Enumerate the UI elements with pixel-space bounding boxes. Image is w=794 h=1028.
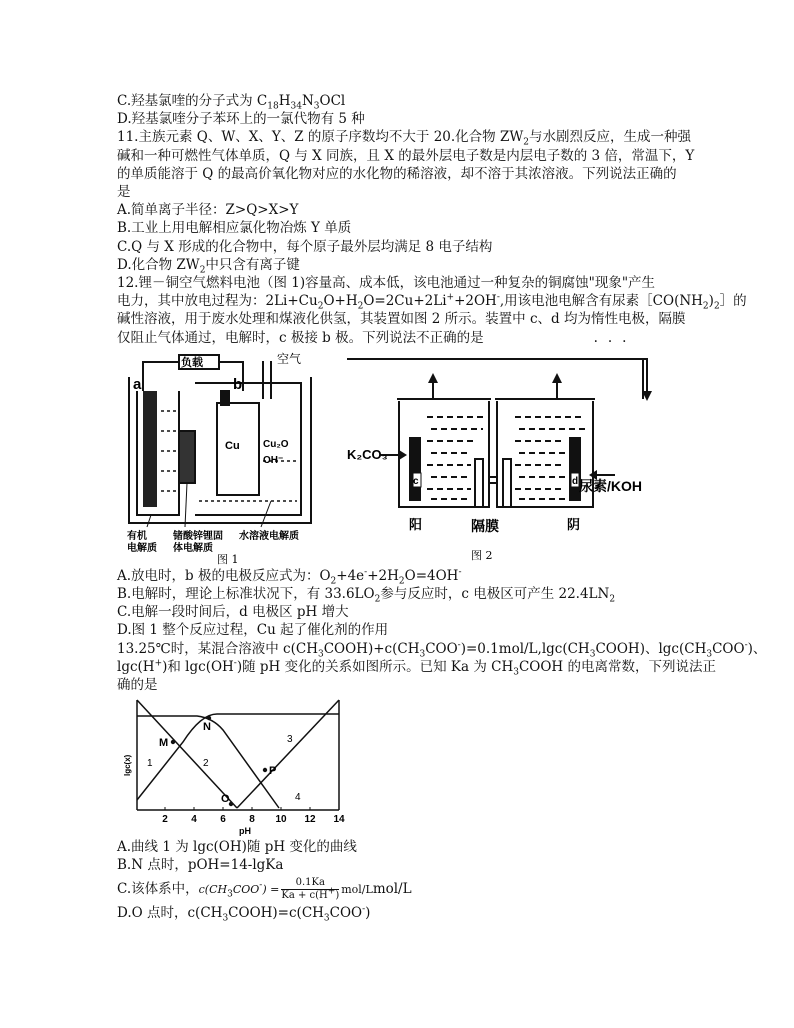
figure-1-caption: 图 1 — [217, 552, 239, 565]
cu2o-label: Cu₂O — [263, 438, 289, 450]
figure-1-battery — [121, 351, 326, 565]
electrode-label-a: a — [133, 375, 142, 393]
point-m: M — [159, 737, 169, 750]
q13-stem-line3: 确的是 — [117, 677, 158, 694]
q12-figures — [117, 351, 707, 565]
anode-label: 阳 — [409, 517, 423, 533]
q13-option-b: B.N 点时，pOH=14-lgKa — [117, 857, 284, 874]
q13-lgc-ph-plot — [117, 696, 707, 838]
label-organic-1: 有机 — [127, 530, 147, 542]
curve-label-2: 2 — [203, 758, 209, 770]
point-n: N — [203, 721, 211, 734]
label-aqueous: 水溶液电解质 — [239, 530, 299, 542]
x-tick: 12 — [304, 814, 316, 826]
x-tick: 2 — [162, 814, 168, 826]
x-axis-label: pH — [239, 826, 251, 837]
cathode-label: 阴 — [567, 517, 581, 533]
electrode-label-b: b — [233, 375, 243, 393]
cu-label: Cu — [225, 439, 240, 452]
q13-option-a: A.曲线 1 为 lgc(OH)随 pH 变化的曲线 — [117, 839, 357, 856]
q11-stem-line2: 碱和一种可燃性气体单质，Q 与 X 同族，且 X 的最外层电子数是内层电子数的 3 倍，常温下，Y — [117, 147, 695, 164]
load-label: 负载 — [181, 355, 203, 369]
curve-label-4: 4 — [295, 792, 301, 804]
k2co3-label: K₂CO₃ — [347, 446, 388, 462]
x-tick: 4 — [191, 814, 197, 826]
electrode-d-label: d — [572, 475, 579, 487]
q13-stem-line1: 13.25℃时，某混合溶液中 $c(CH_3COOH)+c(CH_3COO^-)=0.1mol/L,\lg c(CH_3COOH)$、$\lg c(CH_3COO^-)$、 — [117, 640, 767, 660]
q12-option-d: D.图 1 整个反应过程，Cu 起了催化剂的作用 — [117, 622, 389, 639]
q11-stem-line4: 是 — [117, 184, 131, 201]
x-tick: 10 — [275, 814, 287, 826]
q13-option-d: D.O 点时，$c(CH_3COOH)=c(CH_3COO^-)$ — [117, 904, 371, 924]
label-solid-2: 体电解质 — [173, 542, 213, 554]
x-tick: 8 — [249, 814, 255, 826]
membrane-label: 隔膜 — [471, 518, 499, 535]
q10-option-c: C.羟基氯喹的分子式为 $C_{18}H_{34}N_3OCl$ — [117, 93, 346, 112]
q12-option-b: B.电解时，理论上标准状况下，有 $33.6LO_2$参与反应时，c 电极区可产生 $22.4LN_2$ — [117, 586, 616, 605]
figure-2-caption: 图 2 — [471, 548, 493, 562]
exam-page — [117, 92, 767, 924]
q11-option-b: B.工业上用电解相应氯化物冶炼 Y 单质 — [117, 220, 352, 237]
figure-2-electrolysis — [347, 351, 657, 565]
label-organic-2: 电解质 — [127, 542, 157, 554]
fraction: $\frac{0.1Ka}{Ka + c(H^+)}$ — [281, 876, 340, 901]
q12-option-a: A.放电时，b 极的电极反应式为：$O_2+4e^-+2H_2O=4OH^-$ — [117, 567, 462, 587]
q11-option-a: A.简单离子半径：Z>Q>X>Y — [117, 202, 299, 219]
y-axis-label: lgc(x) — [123, 754, 132, 777]
oh-label: OH⁻ — [263, 454, 284, 466]
q13-option-c: C.该体系中，$c(CH_3COO^-)$ = $\frac{0.1Ka}{Ka + c(H^+)}$ mol/Lmol/L — [117, 876, 412, 901]
q11-stem-line3: 的单质能溶于 Q 的最高价氧化物对应的水化物的稀溶液，却不溶于其浓溶液。下列说法正确的 — [117, 165, 677, 182]
x-tick: 14 — [333, 814, 345, 826]
emphasis-dots: ... — [593, 329, 637, 346]
q12-stem-line4: 仅阻止气体通过，电解时，c 极接 b 极。下列说法不正确的是 ... — [117, 329, 637, 346]
air-label: 空气 — [277, 351, 302, 366]
x-tick: 6 — [220, 814, 226, 826]
electrode-c-label: c — [413, 475, 419, 487]
curve-label-1: 1 — [147, 758, 153, 770]
point-p: P — [269, 765, 277, 778]
q10-option-d: D.羟基氯喹分子苯环上的一氯代物有 5 种 — [117, 111, 365, 128]
curve-label-3: 3 — [287, 734, 293, 746]
label-solid-1: 锗酸锌锂固 — [173, 530, 223, 542]
q11-option-d: D.化合物 $ZW_2$中只含有离子键 — [117, 256, 300, 276]
q12-stem-line2: 电力，其中放电过程为：$2Li+Cu_2O+H_2O=2Cu+2Li^++2OH^-$,用该电池电解含有尿素$[CO(NH_2)_2]$的 — [117, 292, 747, 312]
q11-option-c: C.Q 与 X 形成的化合物中，每个原子最外层均满足 8 电子结构 — [117, 238, 493, 255]
point-o: O — [221, 793, 230, 806]
q12-stem-line1: 12.锂－铜空气燃料电池（图 1)容量高、成本低，该电池通过一种复杂的铜腐蚀"现象"产生 — [117, 275, 656, 292]
urea-label: 尿素/KOH — [579, 477, 642, 494]
q11-stem-line1: 11.主族元素 Q、W、X、Y、Z 的原子序数均不大于 20.化合物 $ZW_2$与水剧烈反应，生成一种强 — [117, 129, 691, 149]
q12-option-c: C.电解一段时间后，d 电极区 pH 增大 — [117, 604, 349, 621]
q12-stem-line3: 碱性溶液，用于废水处理和煤液化供氢，其装置如图 2 所示。装置中 c、d 均为惰性电极，隔膜 — [117, 311, 686, 328]
q13-stem-line2: lgc(H+)和 lgc(OH-)随 pH 变化的关系如图所示。已知 Ka 为 $CH_3COOH$ 的电离常数，下列说法正 — [117, 658, 716, 678]
